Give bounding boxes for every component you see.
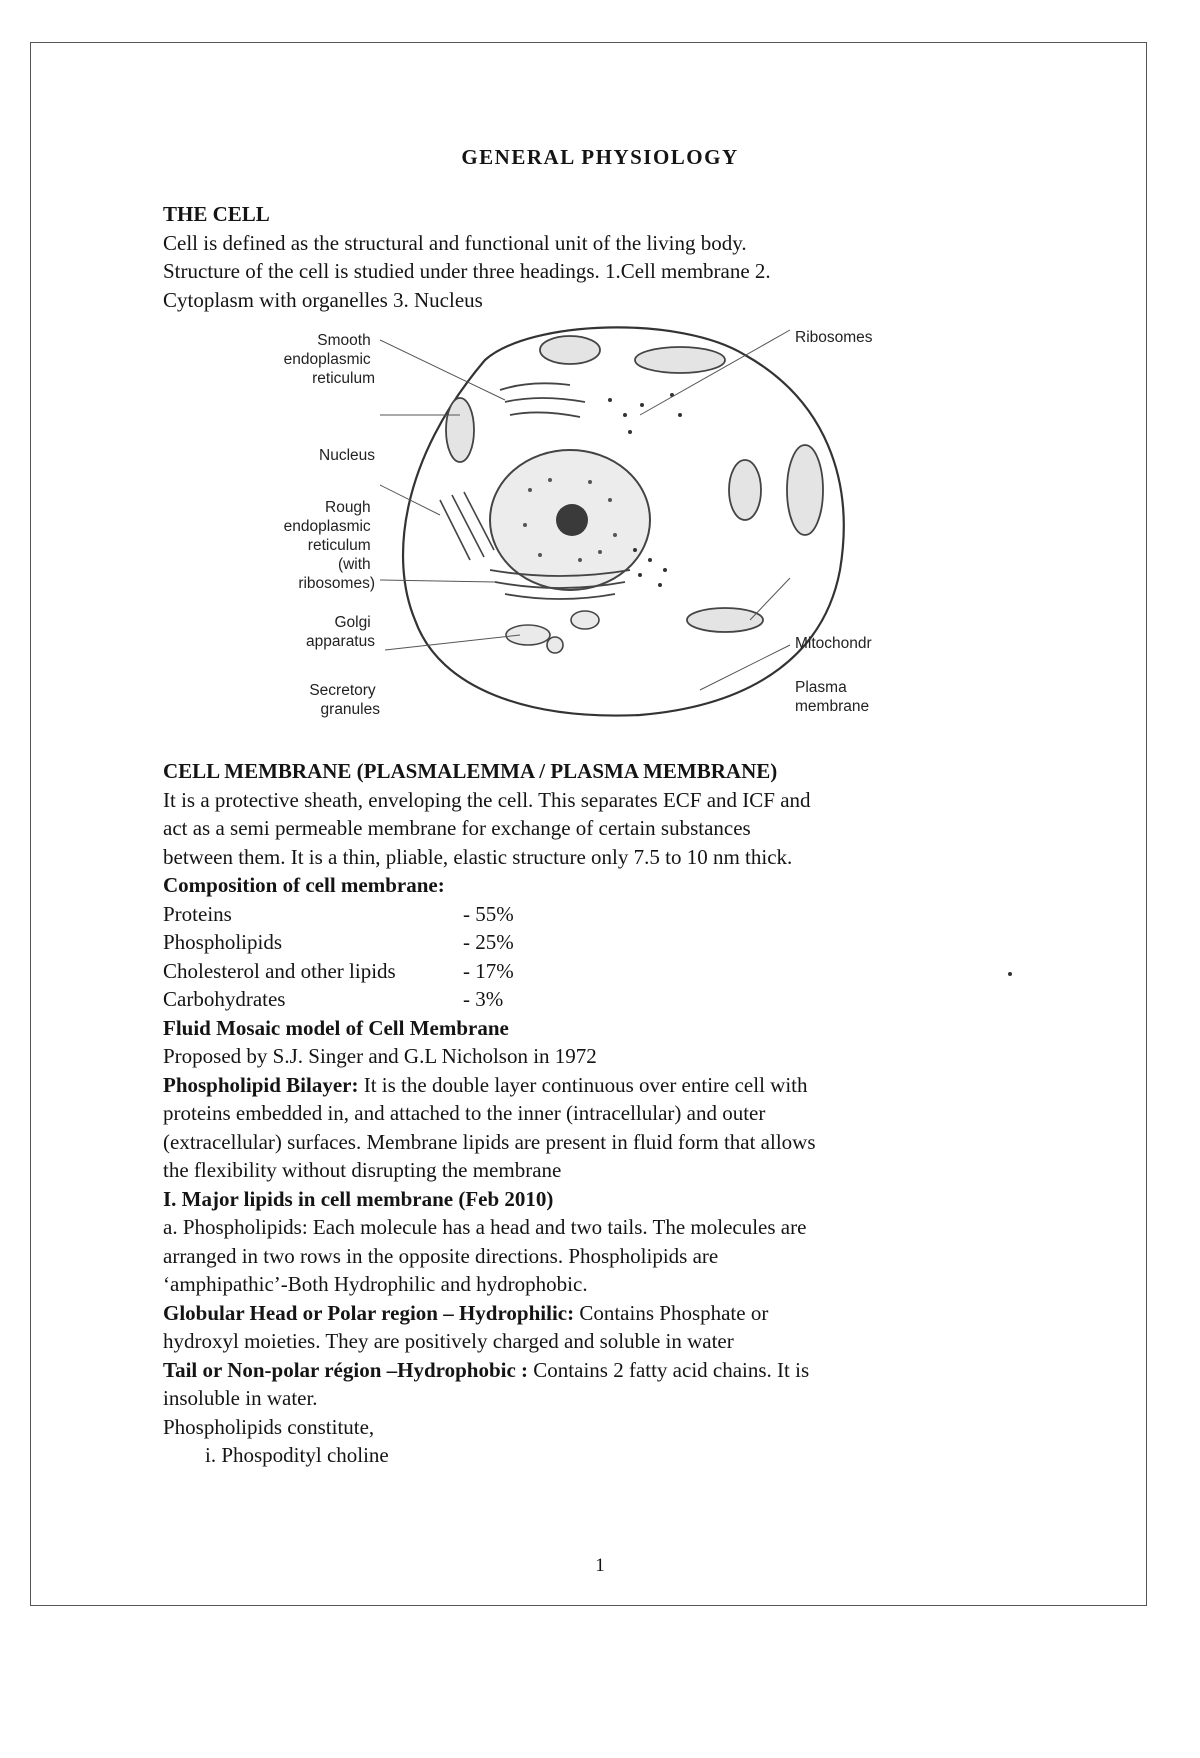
tail-line: Tail or Non-polar région –Hydrophobic : Contains 2 fatty acid chains. It is (163, 1357, 810, 1382)
phospholipid-line: a. Phospholipids: Each molecule has a head and two tails. The molecules are (163, 1215, 807, 1239)
membrane-section (163, 757, 943, 1470)
page-title: GENERAL PHYSIOLOGY (461, 145, 739, 169)
label-ribosomes: Ribosomes (795, 329, 873, 346)
label-mitochondria: Mitochondr (795, 635, 872, 652)
cell-line: Structure of the cell is studied under three headings. 1.Cell membrane 2. (163, 259, 771, 283)
phospholipid-line: ‘amphipathic’-Both Hydrophilic and hydrophobic. (163, 1272, 588, 1296)
composition-row: Proteins - 55% (163, 901, 514, 926)
membrane-line: It is a protective sheath, enveloping the cell. This separates ECF and ICF and (163, 787, 811, 812)
list-item: i. Phospodityl choline (205, 1443, 389, 1467)
label-secretory-granules: Secretory granules (309, 682, 380, 718)
bilayer-line: the flexibility without disrupting the membrane (163, 1158, 562, 1182)
bilayer-line: proteins embedded in, and attached to the inner (intracellular) and outer (163, 1101, 766, 1125)
proposed-line: Proposed by S.J. Singer and G.L Nicholson in 1972 (163, 1044, 597, 1068)
cell-line: Cytoplasm with organelles 3. Nucleus (163, 287, 483, 312)
rough-er-shapes (440, 492, 494, 560)
composition-heading: Composition of cell membrane: (163, 873, 445, 897)
smooth-er-shapes (500, 383, 585, 417)
page-number: 1 (595, 1555, 605, 1576)
secretory-granules-shapes (506, 611, 599, 653)
bilayer-line: Phospholipid Bilayer: It is the double layer continuous over entire cell with (163, 1072, 808, 1097)
head-line: Globular Head or Polar region – Hydrophilic: Contains Phosphate or (163, 1300, 769, 1325)
label-golgi: Golgi apparatus (306, 614, 375, 650)
fluid-mosaic-heading: Fluid Mosaic model of Cell Membrane (163, 1015, 509, 1040)
cell-line: Cell is defined as the structural and functional unit of the living body. (163, 230, 747, 255)
label-rough-er: Rough endoplasmic reticulum (with ribosomes) (283, 499, 375, 592)
composition-row: Phospholipids - 25% (163, 930, 514, 954)
membrane-line: between them. It is a thin, pliable, elastic structure only 7.5 to 10 nm thick. (163, 844, 793, 869)
head-line: hydroxyl moieties. They are positively charged and soluble in water (163, 1329, 734, 1353)
label-smooth-er: Smooth endoplasmic reticulum (283, 332, 375, 387)
composition-row: Carbohydrates - 3% (163, 987, 504, 1011)
constitute-line: Phospholipids constitute, (163, 1414, 375, 1439)
tail-line: insoluble in water. (163, 1386, 318, 1410)
cell-diagram (280, 320, 920, 730)
nucleolus-shape (556, 504, 588, 536)
lipids-heading: I. Major lipids in cell membrane (Feb 2010) (163, 1186, 554, 1211)
bilayer-line: (extracellular) surfaces. Membrane lipids are present in fluid form that allows (163, 1129, 816, 1154)
label-plasma-membrane: Plasma membrane (795, 679, 870, 715)
membrane-heading: CELL MEMBRANE (PLASMALEMMA / PLASMA MEMBRANE) (163, 759, 778, 783)
cell-heading: THE CELL (163, 202, 270, 226)
scan-speck (1008, 972, 1012, 976)
composition-row: Cholesterol and other lipids - 17% (163, 958, 514, 983)
membrane-line: act as a semi permeable membrane for exchange of certain substances (163, 816, 751, 840)
cell-section (163, 200, 943, 314)
phospholipid-line: arranged in two rows in the opposite directions. Phospholipids are (163, 1243, 719, 1268)
label-nucleus: Nucleus (319, 447, 375, 464)
